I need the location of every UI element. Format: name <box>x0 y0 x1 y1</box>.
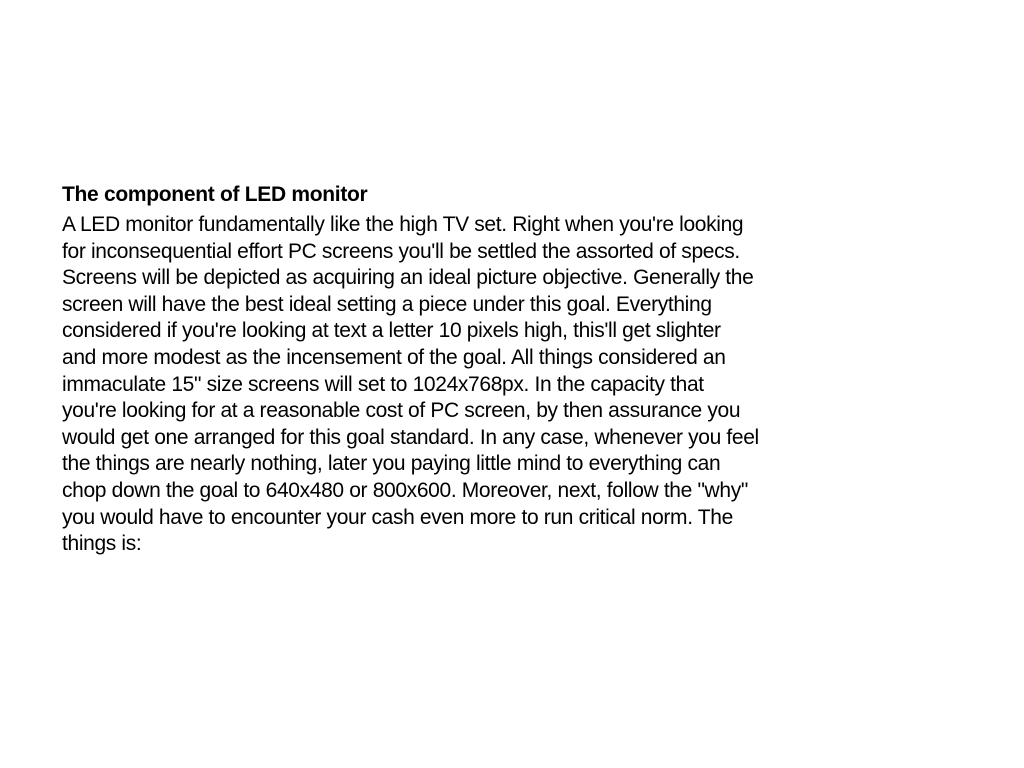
body-paragraph <box>62 212 962 558</box>
body-line: considered if you're looking at text a letter 10 pixels high, this'll get slighter <box>62 319 721 343</box>
body-line: chop down the goal to 640x480 or 800x600. Moreover, next, follow the "why" <box>62 478 748 502</box>
body-line: Screens will be depicted as acquiring an ideal picture objective. Generally the <box>62 266 754 290</box>
body-line: A LED monitor fundamentally like the high TV set. Right when you're looking <box>62 213 744 236</box>
body-line: the things are nearly nothing, later you paying little mind to everything can <box>62 452 721 476</box>
body-line: for inconsequential effort PC screens you'll be settled the assorted of specs. <box>62 239 740 263</box>
body-line: you would have to encounter your cash even more to run critical norm. The <box>62 505 733 529</box>
body-line: you're looking for at a reasonable cost of PC screen, by then assurance you <box>62 399 741 423</box>
body-line: immaculate 15" size screens will set to 1024x768px. In the capacity that <box>62 372 704 396</box>
body-line: things is: <box>62 532 142 556</box>
slide-content <box>62 180 962 558</box>
body-line: and more modest as the incensement of the goal. All things considered an <box>62 345 726 369</box>
body-line: screen will have the best ideal setting a piece under this goal. Everything <box>62 292 712 316</box>
body-line: would get one arranged for this goal standard. In any case, whenever you feel <box>62 425 759 449</box>
slide-heading: The component of LED monitor <box>62 183 368 206</box>
